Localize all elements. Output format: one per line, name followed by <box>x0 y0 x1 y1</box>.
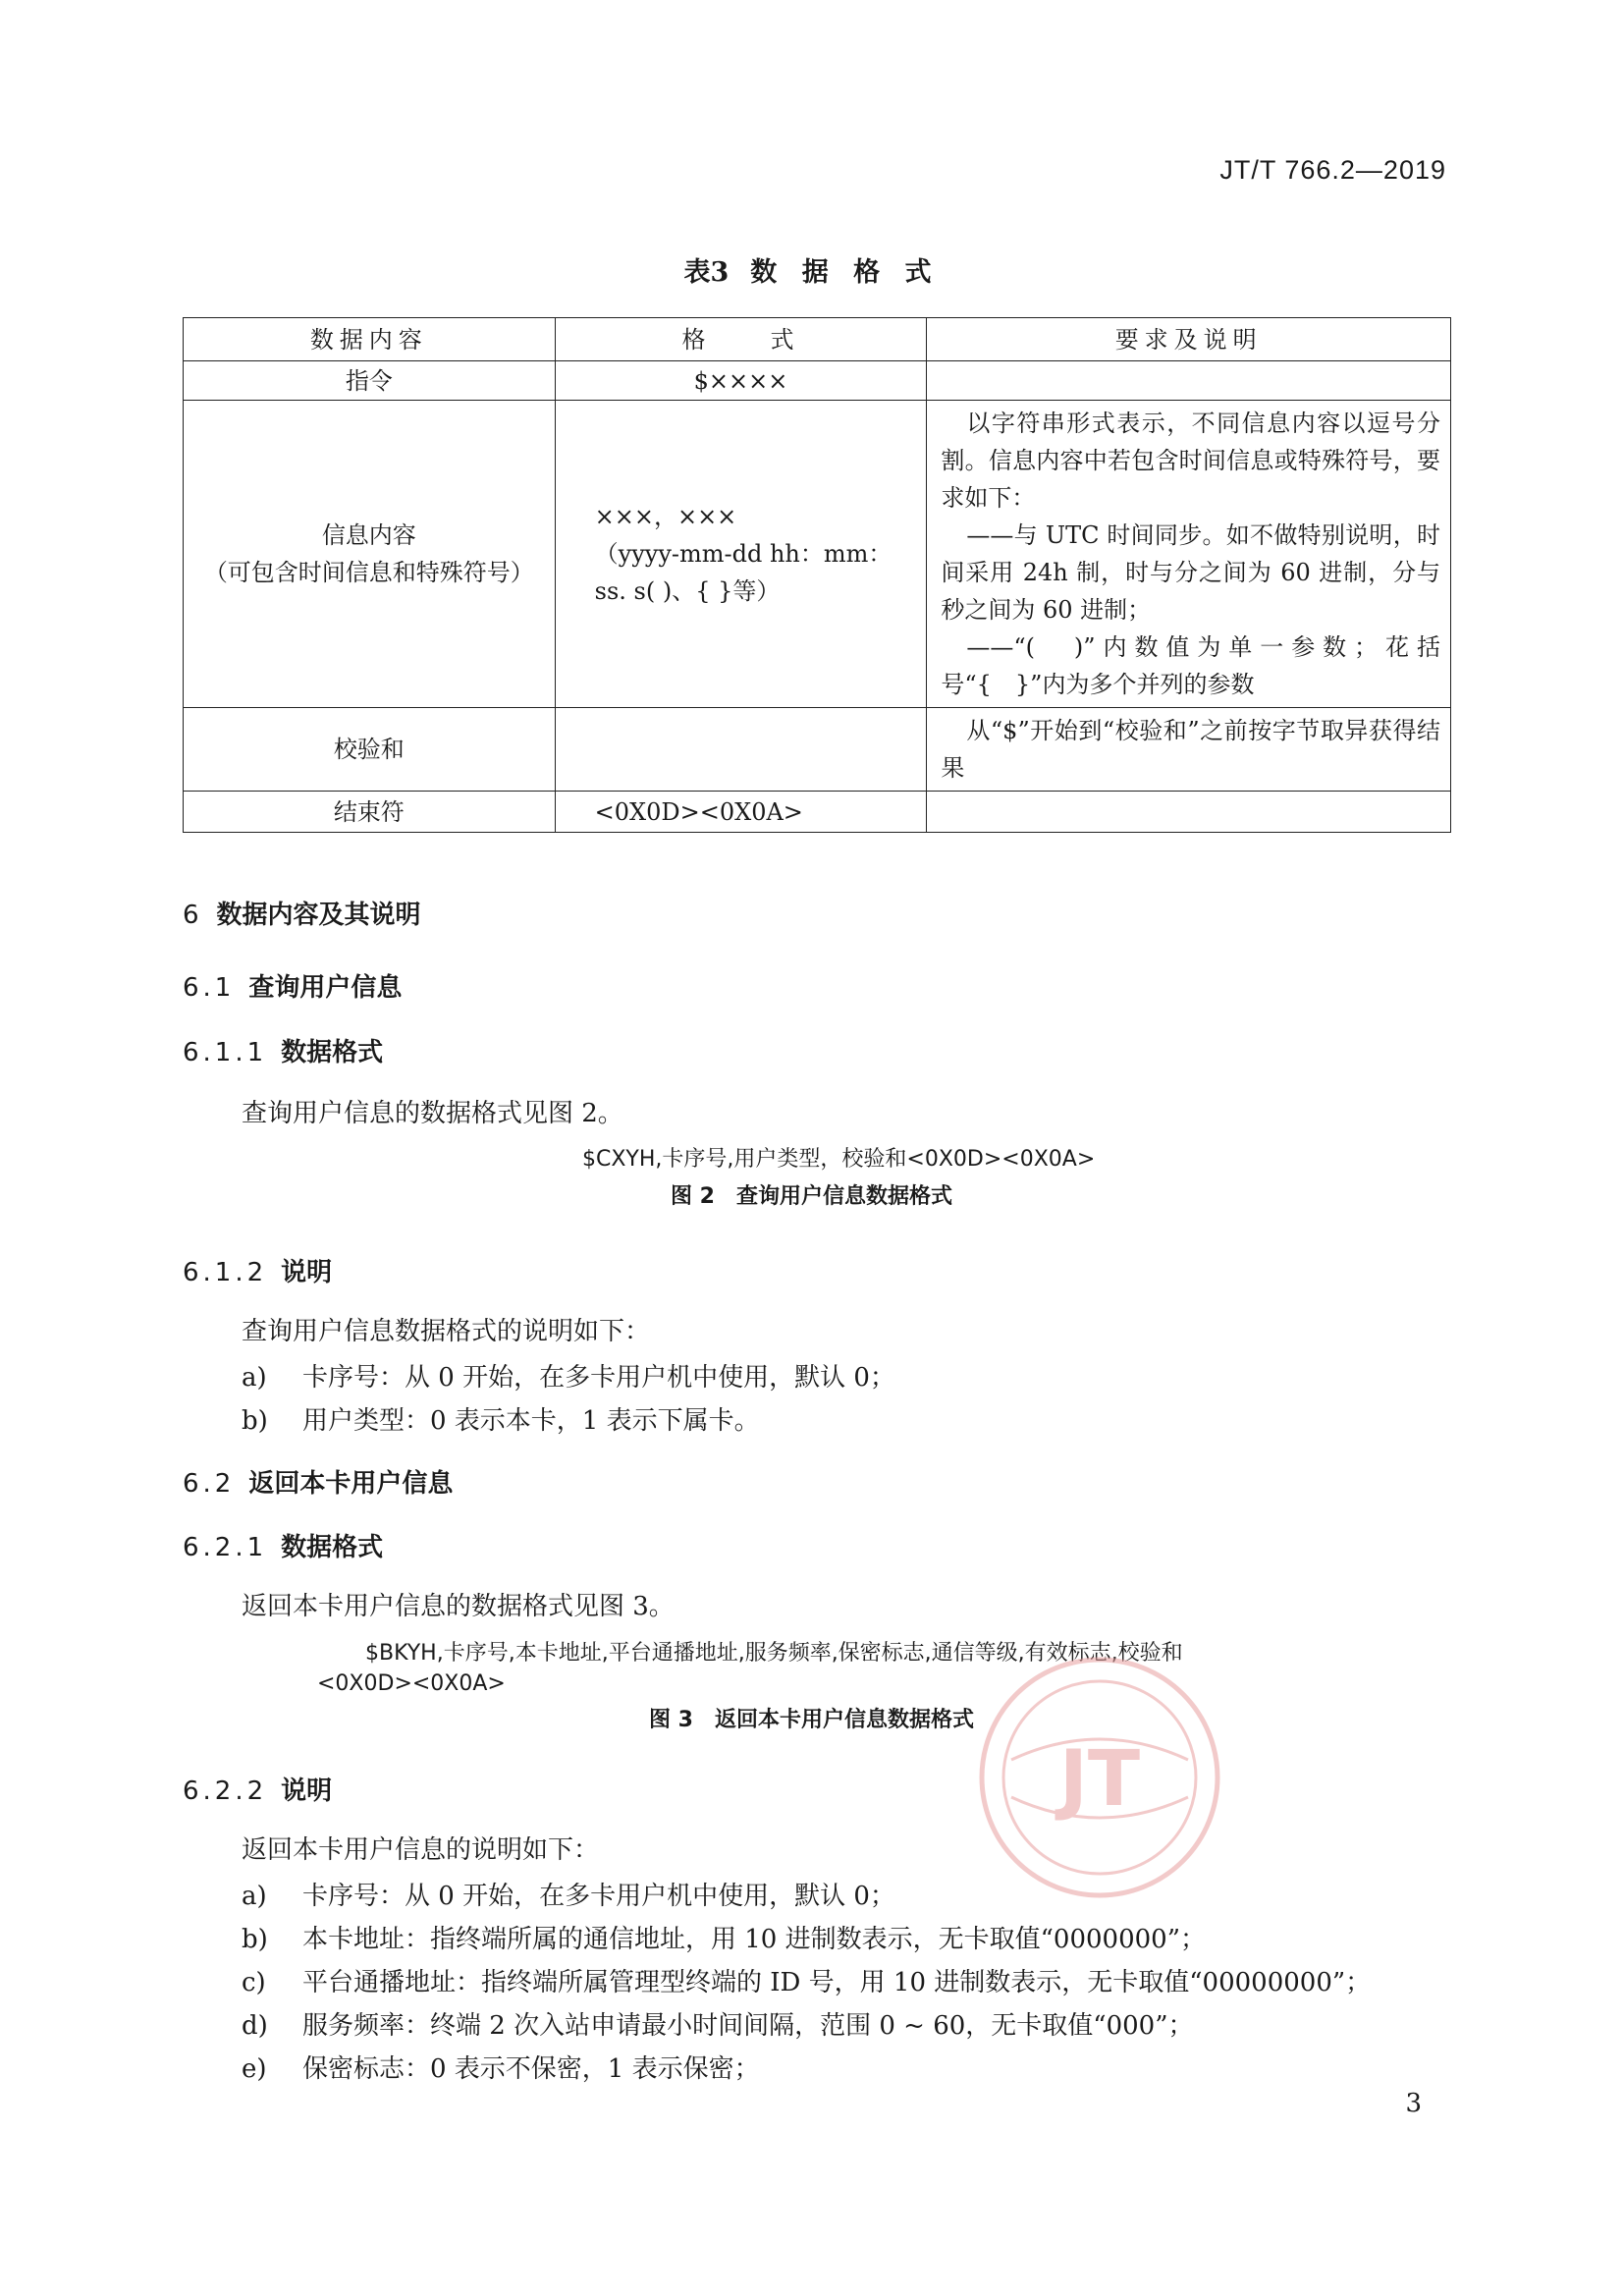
table-title <box>0 250 1623 289</box>
paragraph: 查询用户信息的数据格式见图 2。 <box>242 1099 623 1128</box>
figure-caption <box>0 1179 1623 1210</box>
section-heading <box>183 1771 332 1807</box>
table-cell: <0X0D><0X0A> <box>555 792 927 833</box>
section-title: 返回本卡用户信息 <box>248 1469 454 1499</box>
svg-text:JT: JT <box>1058 1735 1141 1824</box>
list-item <box>242 1919 1206 1955</box>
list-item <box>242 1357 895 1394</box>
list-item-text: 本卡地址：指终端所属的通信地址，用 10 进制数表示，无卡取值“0000000”； <box>302 1925 1206 1954</box>
figure-label: 图 2 <box>671 1184 715 1209</box>
table-header-cell: 要求及说明 <box>927 318 1451 361</box>
section-heading <box>183 1463 453 1500</box>
list-item-text: 用户类型：0 表示本卡，1 表示下属卡。 <box>302 1406 760 1436</box>
jt-watermark-logo <box>972 1650 1227 1905</box>
list-item <box>242 2049 760 2085</box>
table-header-cell: 格 式 <box>555 318 927 361</box>
figure-title: 查询用户信息数据格式 <box>735 1184 952 1209</box>
cell-desc-line: ——“( )”内数值为单一参数；花括号“{ }”内为多个并列的参数 <box>941 633 1440 698</box>
list-item-label: c) <box>242 1968 266 1997</box>
table-header-row <box>184 318 1451 361</box>
figure-title: 返回本卡用户信息数据格式 <box>714 1708 974 1732</box>
section-number: 6.1 <box>183 973 236 1003</box>
page-number: 3 <box>1405 2089 1422 2118</box>
list-item-text: 卡序号：从 0 开始，在多卡用户机中使用，默认 0； <box>302 1882 895 1911</box>
list-item-label: e) <box>242 2054 267 2084</box>
section-title: 说明 <box>281 1258 333 1287</box>
figure-caption <box>0 1703 1623 1733</box>
list-item <box>242 1962 1371 1998</box>
table-cell: $×××× <box>555 361 927 401</box>
list-item-text: 卡序号：从 0 开始，在多卡用户机中使用，默认 0； <box>302 1363 895 1393</box>
table-cell <box>927 401 1451 708</box>
list-item <box>242 1876 895 1912</box>
list-item-text: 保密标志：0 表示不保密，1 表示保密； <box>302 2054 760 2084</box>
list-item-text: 平台通播地址：指终端所属管理型终端的 ID 号，用 10 进制数表示，无卡取值“00000000”； <box>302 1968 1372 1997</box>
table-caption: 数 据 格 式 <box>750 257 940 288</box>
table-cell: 结束符 <box>184 792 556 833</box>
table-row <box>184 708 1451 792</box>
table-row <box>184 792 1451 833</box>
table-cell: 校验和 <box>184 708 556 792</box>
list-item <box>242 2005 1194 2042</box>
section-title: 数据格式 <box>281 1533 384 1562</box>
table-label: 表3 <box>683 257 730 288</box>
section-heading <box>183 1252 332 1288</box>
list-item-label: a) <box>242 1882 267 1911</box>
table-cell <box>184 401 556 708</box>
list-item-text: 服务频率：终端 2 次入站申请最小时间间隔，范围 0 ~ 60，无卡取值“000”； <box>302 2011 1194 2041</box>
cell-text: 信息内容 <box>321 521 416 549</box>
paragraph: 返回本卡用户信息的说明如下： <box>242 1835 600 1865</box>
figure-label: 图 3 <box>649 1708 693 1732</box>
table-header-cell: 数据内容 <box>184 318 556 361</box>
figure-code-continued: <0X0D><0X0A> <box>317 1671 506 1696</box>
section-number: 6.1.2 <box>183 1258 268 1287</box>
section-heading <box>183 895 421 931</box>
cell-text: ×××，××× <box>594 503 737 530</box>
section-number: 6 <box>183 901 203 930</box>
paragraph: 查询用户信息数据格式的说明如下： <box>242 1317 651 1346</box>
section-title: 查询用户信息 <box>248 973 403 1003</box>
cell-desc-line: ——与 UTC 时间同步。如不做特别说明，时间采用 24h 制，时与分之间为 60 进制，分与秒之间为 60 进制； <box>941 521 1440 624</box>
table-cell: 指令 <box>184 361 556 401</box>
figure-code: $CXYH,卡序号,用户类型，校验和<0X0D><0X0A> <box>582 1147 1096 1172</box>
list-item-label: b) <box>242 1406 268 1436</box>
section-heading <box>183 967 402 1004</box>
table-cell <box>927 361 1451 401</box>
standard-number: JT/T 766.2—2019 <box>1219 155 1446 185</box>
table-row <box>184 401 1451 708</box>
data-format-table <box>183 317 1451 833</box>
cell-desc-line: 从“$”开始到“校验和”之前按字节取异获得结果 <box>941 717 1440 782</box>
list-item-label: b) <box>242 1925 268 1954</box>
cell-note: （yyyy-mm-dd hh：mm：ss. s( )、{ }等） <box>594 540 893 605</box>
table-cell <box>927 708 1451 792</box>
section-title: 说明 <box>281 1777 333 1806</box>
section-heading <box>183 1032 383 1068</box>
section-number: 6.1.1 <box>183 1038 268 1067</box>
section-title: 数据格式 <box>281 1038 384 1067</box>
table-cell <box>555 401 927 708</box>
list-item-label: a) <box>242 1363 267 1393</box>
section-number: 6.2 <box>183 1469 236 1499</box>
list-item-label: d) <box>242 2011 268 2041</box>
section-title: 数据内容及其说明 <box>216 901 421 930</box>
table-row <box>184 361 1451 401</box>
table-cell <box>927 792 1451 833</box>
cell-desc-line: 以字符串形式表示，不同信息内容以逗号分割。信息内容中若包含时间信息或特殊符号，要求如下： <box>941 410 1440 512</box>
paragraph: 返回本卡用户信息的数据格式见图 3。 <box>242 1592 675 1621</box>
list-item <box>242 1400 760 1437</box>
table-cell <box>555 708 927 792</box>
section-number: 6.2.1 <box>183 1533 268 1562</box>
section-number: 6.2.2 <box>183 1777 268 1806</box>
cell-note: （可包含时间信息和特殊符号） <box>203 559 534 586</box>
section-heading <box>183 1527 383 1563</box>
figure-code: $BKYH,卡序号,本卡地址,平台通播地址,服务频率,保密标志,通信等级,有效标志,校验和 <box>365 1641 1183 1666</box>
